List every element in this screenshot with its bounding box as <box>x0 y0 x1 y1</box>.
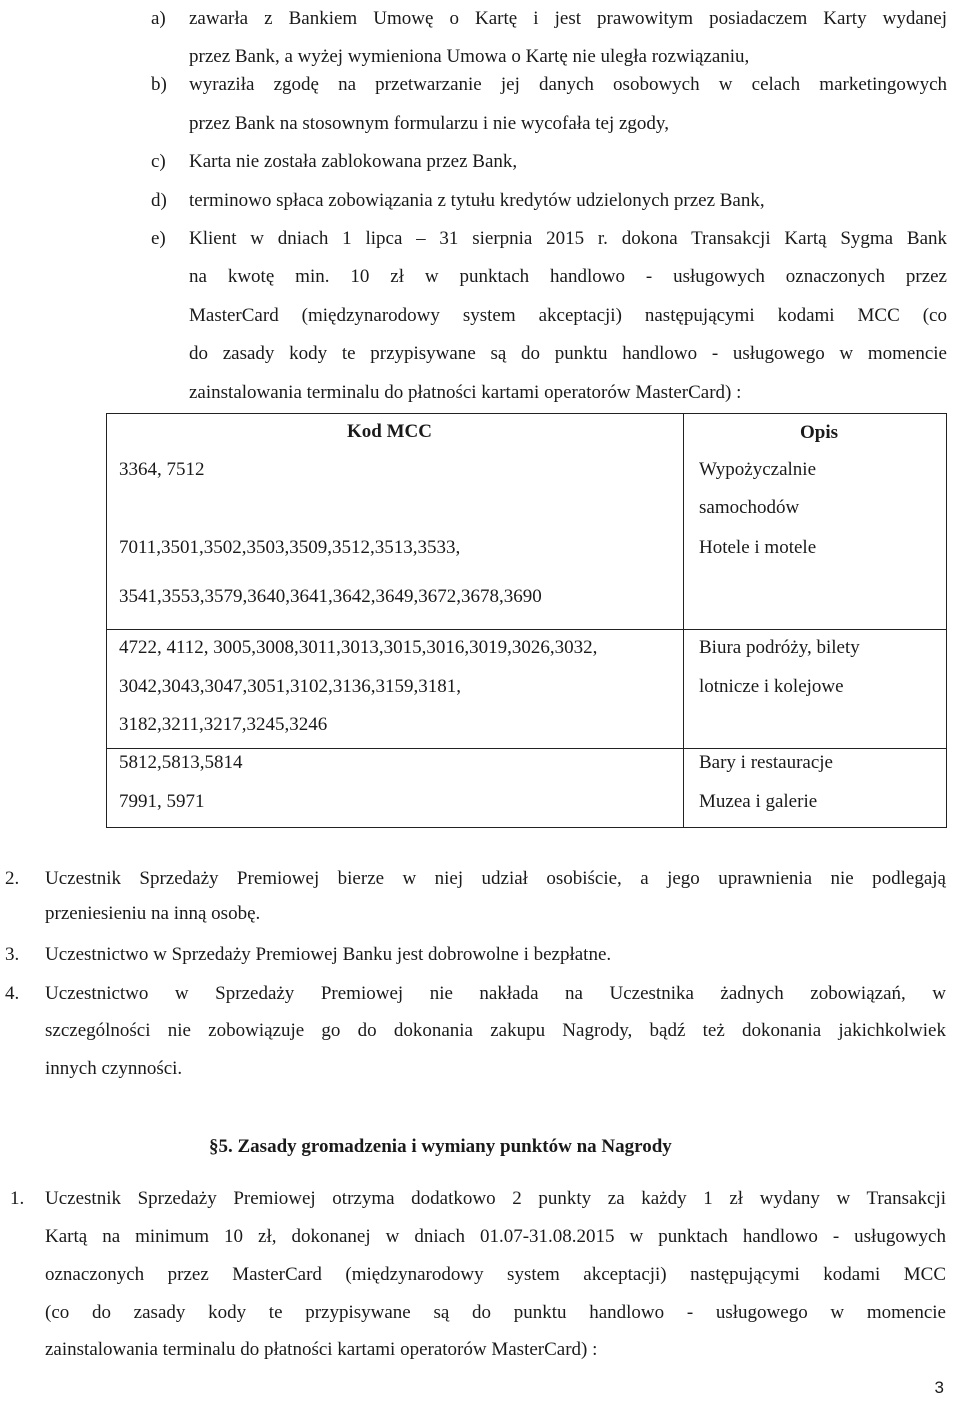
table-cell-desc: Biura podróży, bilety <box>699 637 860 658</box>
item-number: 4. <box>5 983 20 1004</box>
table-cell-codes: 5812,5813,5814 <box>119 752 243 773</box>
item-text-line: zainstalowania terminalu do płatności kartami operatorów MasterCard) : <box>45 1339 598 1360</box>
page-number: 3 <box>934 1378 944 1397</box>
list-label: b) <box>151 74 167 95</box>
item-text-line: szczególności nie zobowiązuje go do dokonania zakupu Nagrody, bądź też dokonania jakichkolwiek <box>45 1020 946 1041</box>
list-label: d) <box>151 190 167 211</box>
table-cell-codes: 3182,3211,3217,3245,3246 <box>119 714 328 735</box>
list-text-line: zainstalowania terminalu do płatności kartami operatorów MasterCard) : <box>189 382 742 403</box>
item-text-line: innych czynności. <box>45 1058 183 1079</box>
item-text-line: Uczestnictwo w Sprzedaży Premiowej Banku jest dobrowolne i bezpłatne. <box>45 944 612 965</box>
list-label: c) <box>151 151 166 172</box>
item-number: 2. <box>5 868 20 889</box>
table-cell-desc: Muzea i galerie <box>699 791 818 812</box>
item-text-line: Uczestnik Sprzedaży Premiowej bierze w niej udział osobiście, a jego uprawnienia nie podlegają <box>45 868 946 889</box>
table-cell-codes: 7991, 5971 <box>119 791 205 812</box>
list-text-line: przez Bank, a wyżej wymieniona Umowa o Kartę nie uległa rozwiązaniu, <box>189 46 750 67</box>
list-text-line: zawarła z Bankiem Umowę o Kartę i jest prawowitym posiadaczem Karty wydanej <box>189 8 947 29</box>
table-cell-desc: lotnicze i kolejowe <box>699 676 844 697</box>
table-cell-codes: 3042,3043,3047,3051,3102,3136,3159,3181, <box>119 676 461 697</box>
table-cell-codes: 7011,3501,3502,3503,3509,3512,3513,3533, <box>119 537 461 558</box>
mcc-table <box>106 413 947 828</box>
list-text-line: MasterCard (międzynarodowy system akceptacji) następującymi kodami MCC (co <box>189 305 947 326</box>
list-text-line: terminowo spłaca zobowiązania z tytułu kredytów udzielonych przez Bank, <box>189 190 765 211</box>
list-text-line: Karta nie została zablokowana przez Bank, <box>189 151 518 172</box>
table-cell-codes: 4722, 4112, 3005,3008,3011,3013,3015,3016,3019,3026,3032, <box>119 637 598 658</box>
item-text-line: oznaczonych przez MasterCard (międzynarodowy system akceptacji) następującymi kodami MCC <box>45 1264 946 1285</box>
item-text-line: przeniesieniu na inną osobę. <box>45 903 261 924</box>
item-number: 3. <box>5 944 20 965</box>
list-text-line: Klient w dniach 1 lipca – 31 sierpnia 2015 r. dokona Transakcji Kartą Sygma Bank <box>189 228 947 249</box>
item-text-line: Uczestnictwo w Sprzedaży Premiowej nie nakłada na Uczestnika żadnych zobowiązań, w <box>45 983 946 1004</box>
table-cell-desc: Wypożyczalnie <box>699 459 817 480</box>
list-text-line: przez Bank na stosownym formularzu i nie wycofała tej zgody, <box>189 113 669 134</box>
item-text-line: Uczestnik Sprzedaży Premiowej otrzyma dodatkowo 2 punkty za każdy 1 zł wydany w Transakcji <box>45 1188 946 1209</box>
table-cell-codes: 3541,3553,3579,3640,3641,3642,3649,3672,3678,3690 <box>119 586 542 607</box>
list-text-line: do zasady kody te przypisywane są do punktu handlowo - usługowego w momencie <box>189 343 947 364</box>
item-text-line: (co do zasady kody te przypisywane są do punktu handlowo - usługowego w momencie <box>45 1302 946 1323</box>
table-cell-codes: 3364, 7512 <box>119 459 205 480</box>
list-label: e) <box>151 228 166 249</box>
list-text-line: wyraziła zgodę na przetwarzanie jej danych osobowych w celach marketingowych <box>189 74 947 95</box>
table-cell-desc: Bary i restauracje <box>699 752 833 773</box>
header-kod-mcc: Kod MCC <box>347 421 432 442</box>
table-cell-desc: Hotele i motele <box>699 537 817 558</box>
header-opis: Opis <box>800 422 839 443</box>
column-divider <box>683 414 684 827</box>
list-text-line: na kwotę min. 10 zł w punktach handlowo - usługowych oznaczonych przez <box>189 266 947 287</box>
item-text-line: Kartą na minimum 10 zł, dokonanej w dniach 01.07-31.08.2015 w punktach handlowo - usługowych <box>45 1226 946 1247</box>
table-cell-desc: samochodów <box>699 497 800 518</box>
section-heading: §5. Zasady gromadzenia i wymiany punktów na Nagrody <box>209 1136 672 1157</box>
item-number: 1. <box>10 1188 25 1209</box>
list-label: a) <box>151 8 166 29</box>
